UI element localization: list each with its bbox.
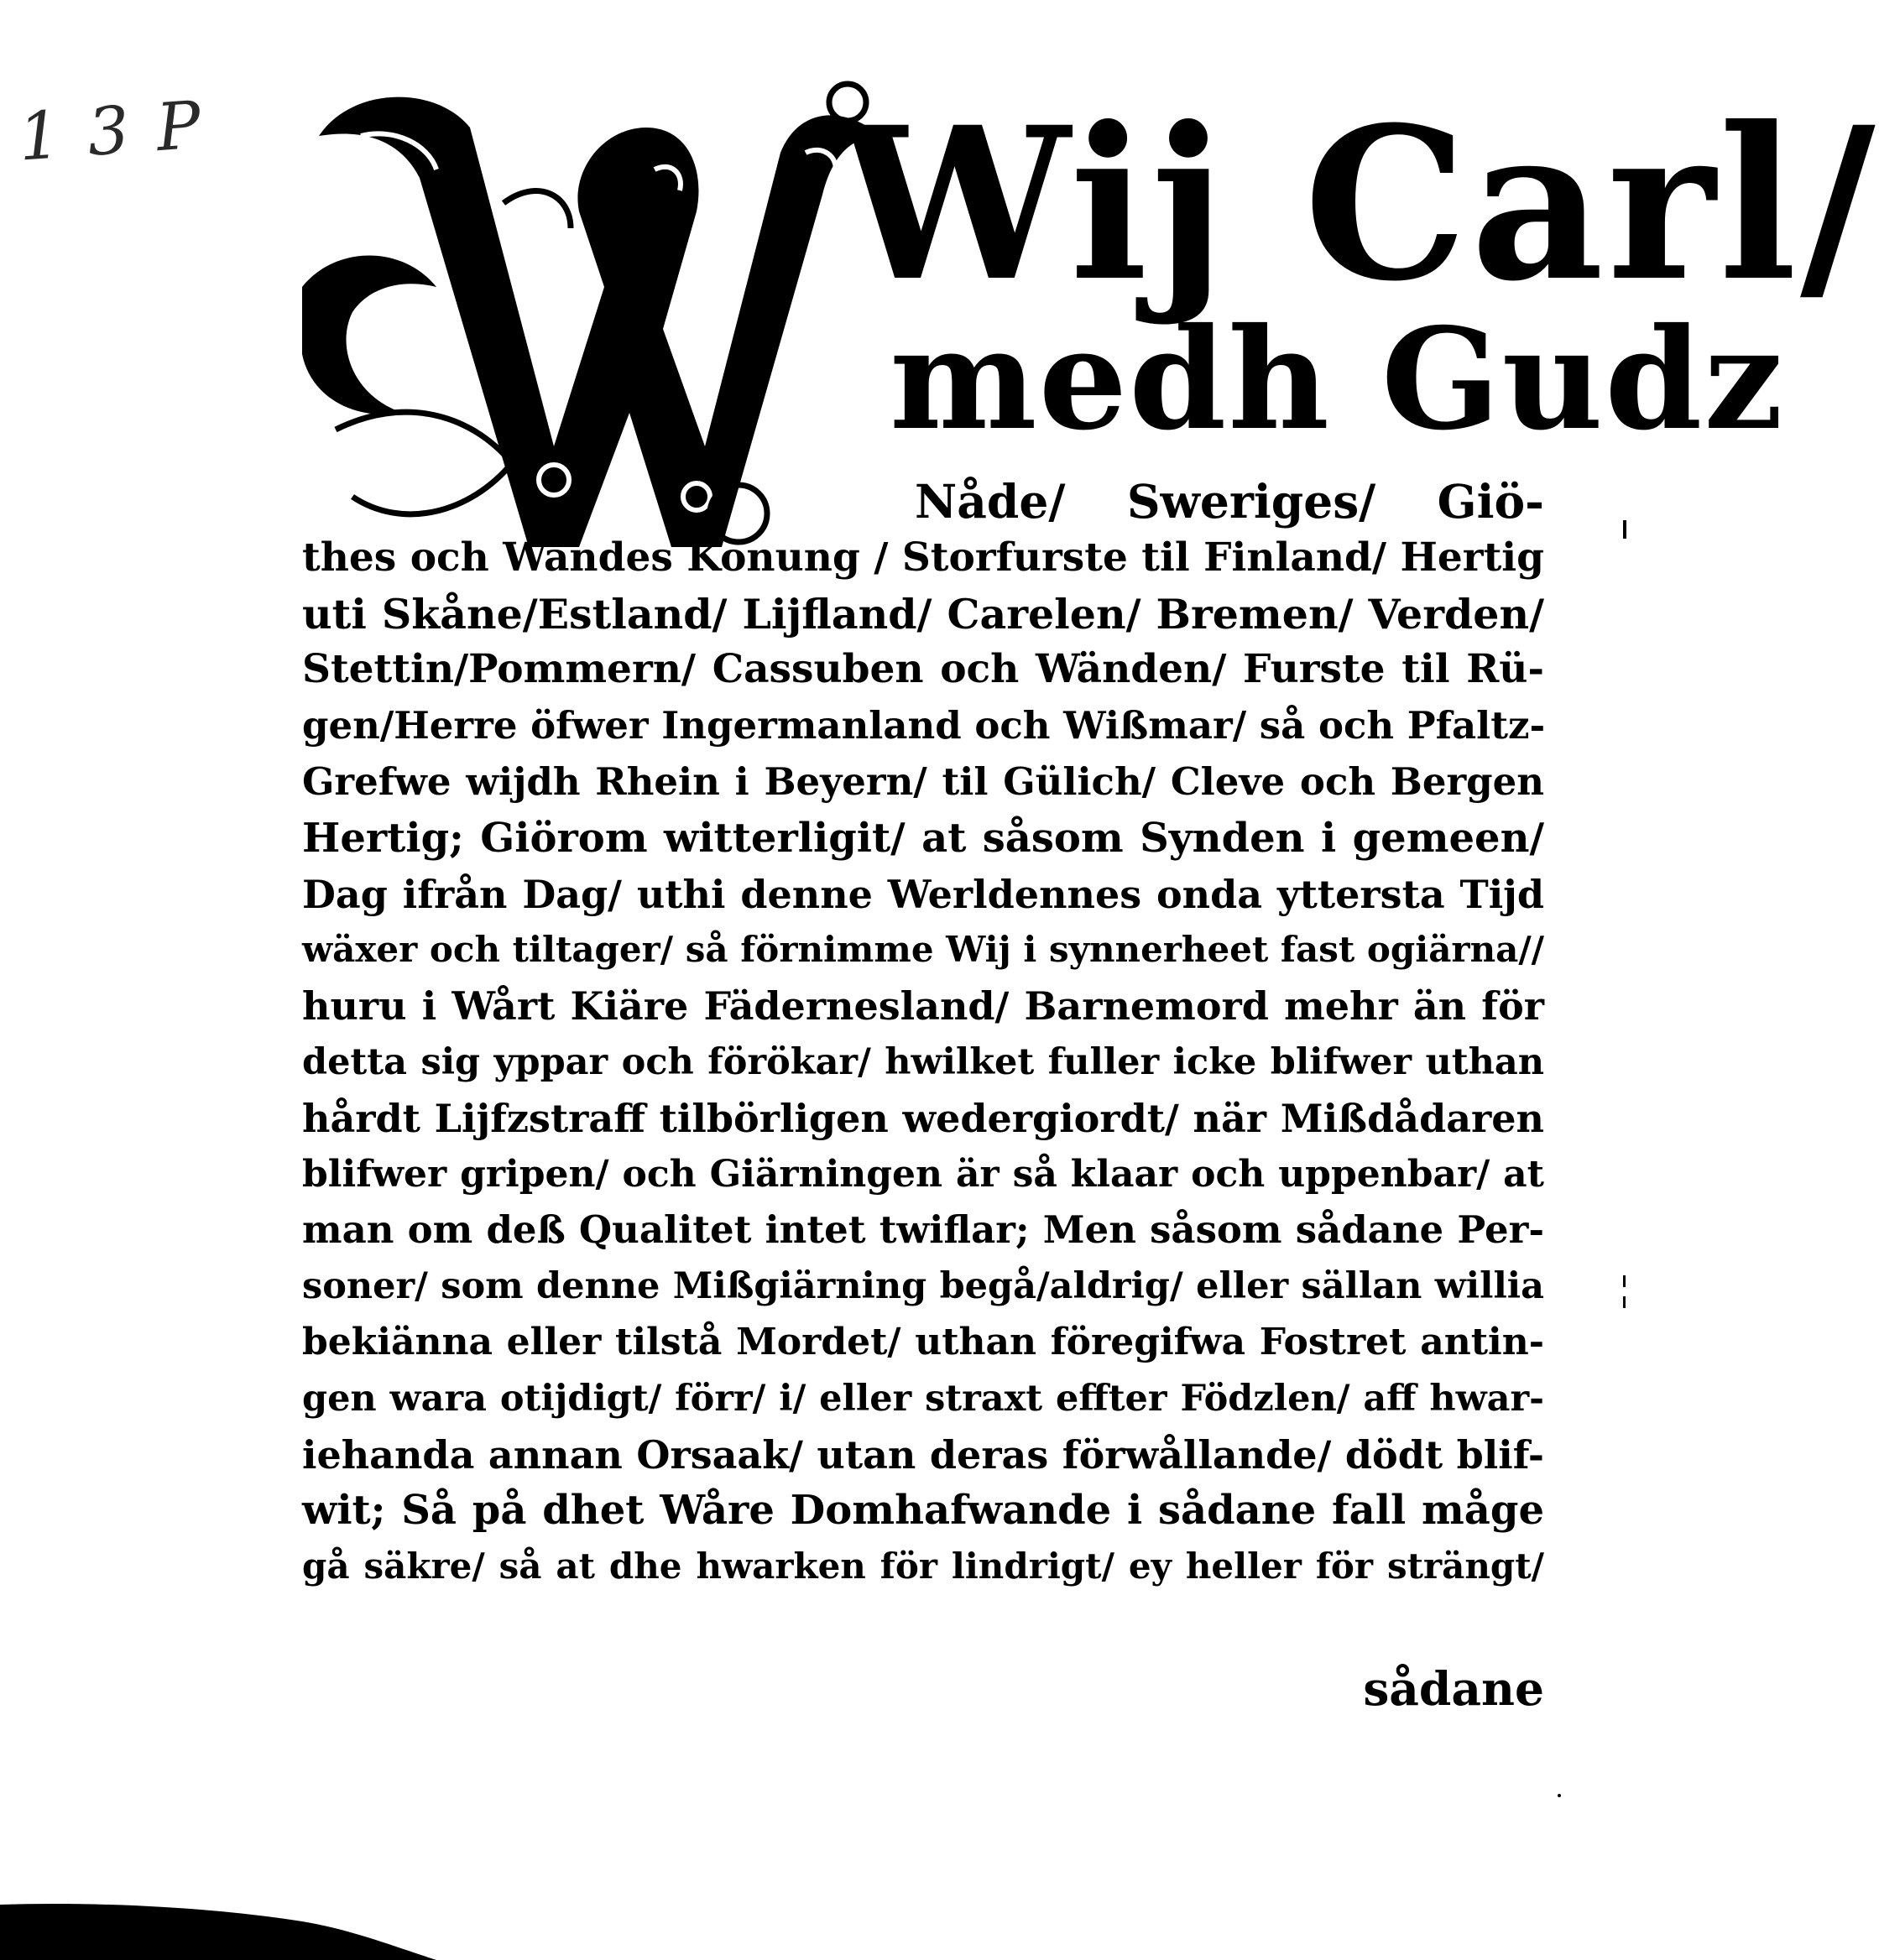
text-line: gå säkre/ så at dhe hwarken för lindrigt/ ey heller för strängt/ — [302, 1546, 1544, 1587]
text-line: Nåde/ Sweriges/ Giö- — [915, 474, 1544, 529]
decree-body-text — [302, 474, 1544, 1595]
text-line: thes och Wändes Konung / Storfurste til Finland/ Hertig — [302, 534, 1544, 581]
text-line: wit; Så på dhet Wåre Domhafwande i sådane fall måge — [302, 1487, 1544, 1535]
handwritten-margin-note: 1 3 P — [16, 87, 207, 176]
text-line: blifwer gripen/ och Giärningen är så klaar och uppenbar/ at — [302, 1152, 1544, 1196]
scan-edge-shadow — [0, 1896, 504, 1960]
text-line: Hertig; Giörom witterligit/ at såsom Synden i gemeen/ — [302, 814, 1544, 862]
text-line: man om deß Qualitet intet twiflar; Men såsom sådane Per- — [302, 1207, 1544, 1253]
text-line: wäxer och tiltager/ så förnimme Wij i synnerheet fast ogiärna// — [302, 929, 1544, 971]
text-line: soner/ som denne Mißgiärning begå/aldrig/ eller sällan willia — [302, 1265, 1544, 1308]
text-line: huru i Wårt Kiäre Fädernesland/ Barnemord mehr än för — [302, 983, 1544, 1030]
text-line: gen/Herre öfwer Ingermanland och Wißmar/ så och Pfaltz- — [302, 703, 1546, 748]
text-line: Grefwe wijdh Rhein i Beyern/ til Gülich/ Cleve och Bergen — [302, 758, 1544, 804]
text-line: hårdt Lijfzstraff tilbörligen wedergiordt/ när Mißdådaren — [302, 1095, 1544, 1141]
heading-line-2: medh Gudz — [890, 298, 1785, 461]
text-line: Dag ifrån Dag/ uthi denne Werldennes onda yttersta Tijd — [302, 871, 1544, 917]
text-line: iehanda annan Orsaak/ utan deras förwållande/ dödt blif- — [302, 1431, 1544, 1478]
text-line: gen wara otijdigt/ förr/ i/ eller straxt effter Födzlen/ aff hwar- — [302, 1377, 1544, 1420]
text-line: uti Skåne/Estland/ Lijfland/ Carelen/ Bremen/ Verden/ — [302, 589, 1544, 639]
text-line: detta sig yppar och förökar/ hwilket fuller icke blifwer uthan — [302, 1040, 1544, 1083]
text-line: Stettin/Pommern/ Cassuben och Wänden/ Furste til Rü- — [302, 646, 1544, 693]
catchword: sådane — [1363, 1661, 1544, 1716]
text-line: bekiänna eller tilstå Mordet/ uthan föregifwa Fostret antin- — [302, 1320, 1544, 1363]
heading-line-1: Wij Carl/ — [839, 81, 1879, 327]
